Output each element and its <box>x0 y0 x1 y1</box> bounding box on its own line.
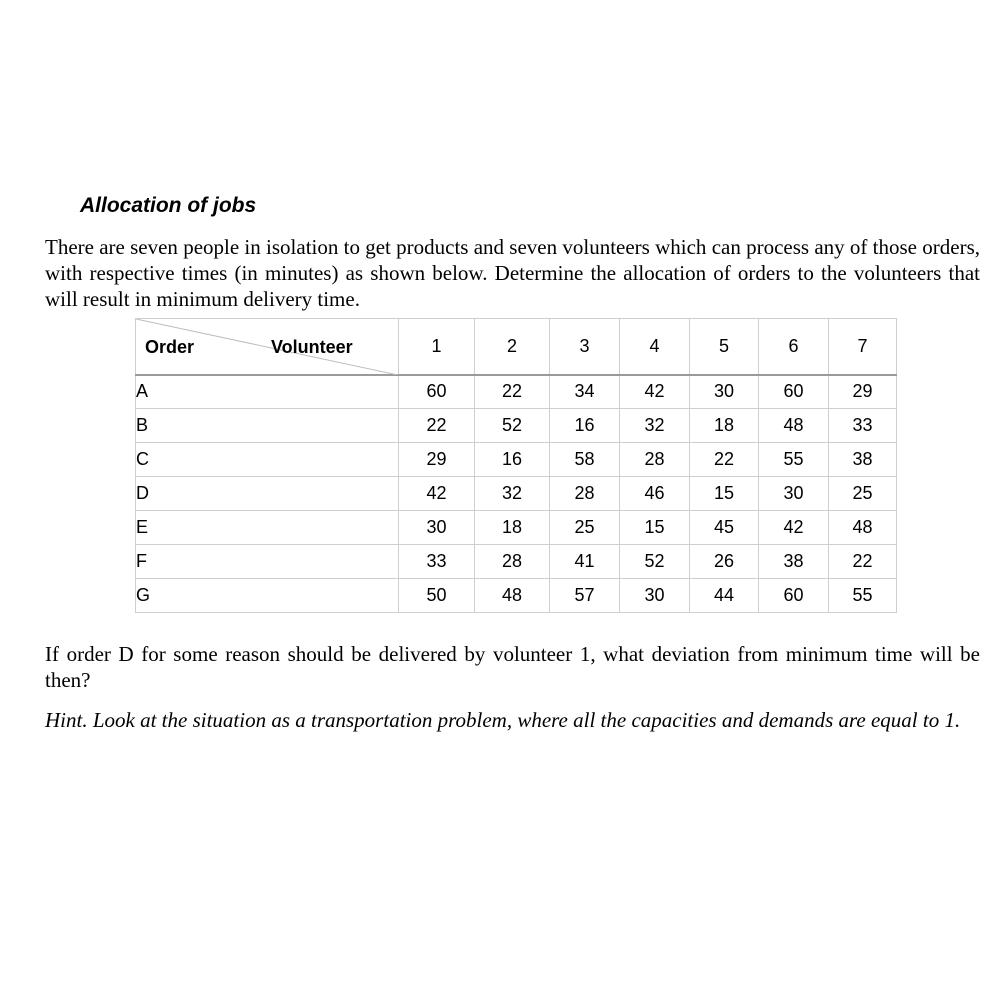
time-cell: 16 <box>475 443 550 477</box>
order-label: A <box>136 375 399 409</box>
time-cell: 18 <box>475 511 550 545</box>
order-label: G <box>136 579 399 613</box>
volunteer-header: 5 <box>690 319 759 375</box>
time-cell: 38 <box>759 545 829 579</box>
row-axis-label: Order <box>145 337 195 357</box>
table-row <box>136 511 897 545</box>
time-cell: 18 <box>690 409 759 443</box>
time-cell: 15 <box>620 511 690 545</box>
time-cell: 46 <box>620 477 690 511</box>
order-label: C <box>136 443 399 477</box>
time-cell: 32 <box>475 477 550 511</box>
time-cell: 48 <box>759 409 829 443</box>
table-row <box>136 545 897 579</box>
time-cell: 33 <box>829 409 897 443</box>
hint-text: Hint. Look at the situation as a transportation problem, where all the capacities and demands are equal to 1. <box>45 708 961 732</box>
time-cell: 22 <box>829 545 897 579</box>
time-cell: 42 <box>759 511 829 545</box>
time-cell: 33 <box>399 545 475 579</box>
time-cell: 30 <box>620 579 690 613</box>
problem-statement: There are seven people in isolation to get products and seven volunteers which can process any of those orders, with respective times (in minutes) as shown below. Determine the allocation of orders to the volunteers that will result in minimum delivery time. <box>45 235 980 311</box>
order-label: E <box>136 511 399 545</box>
order-label: D <box>136 477 399 511</box>
time-cell: 58 <box>550 443 620 477</box>
volunteer-header: 1 <box>399 319 475 375</box>
table-row <box>136 579 897 613</box>
time-cell: 22 <box>475 375 550 409</box>
time-cell: 30 <box>690 375 759 409</box>
time-cell: 28 <box>475 545 550 579</box>
time-cell: 55 <box>759 443 829 477</box>
time-cell: 42 <box>620 375 690 409</box>
time-cell: 52 <box>475 409 550 443</box>
time-cell: 15 <box>690 477 759 511</box>
corner-header-cell <box>136 319 399 375</box>
time-cell: 41 <box>550 545 620 579</box>
time-cell: 52 <box>620 545 690 579</box>
time-cell: 38 <box>829 443 897 477</box>
volunteer-header: 6 <box>759 319 829 375</box>
table-header-row <box>136 319 897 375</box>
volunteer-header: 2 <box>475 319 550 375</box>
time-cell: 25 <box>829 477 897 511</box>
volunteer-header: 7 <box>829 319 897 375</box>
time-cell: 45 <box>690 511 759 545</box>
time-cell: 50 <box>399 579 475 613</box>
table-row <box>136 443 897 477</box>
time-cell: 22 <box>690 443 759 477</box>
time-cell: 26 <box>690 545 759 579</box>
time-table <box>135 318 897 613</box>
time-cell: 55 <box>829 579 897 613</box>
time-cell: 57 <box>550 579 620 613</box>
time-cell: 16 <box>550 409 620 443</box>
time-cell: 60 <box>759 579 829 613</box>
table-row <box>136 477 897 511</box>
time-cell: 28 <box>550 477 620 511</box>
time-cell: 28 <box>620 443 690 477</box>
column-axis-label: Volunteer <box>271 337 353 357</box>
volunteer-header: 4 <box>620 319 690 375</box>
time-cell: 29 <box>829 375 897 409</box>
time-cell: 25 <box>550 511 620 545</box>
table-row <box>136 409 897 443</box>
order-label: B <box>136 409 399 443</box>
time-cell: 60 <box>759 375 829 409</box>
time-cell: 29 <box>399 443 475 477</box>
question-text: If order D for some reason should be delivered by volunteer 1, what deviation from minimum time will be then? <box>45 642 980 692</box>
time-cell: 48 <box>829 511 897 545</box>
time-cell: 34 <box>550 375 620 409</box>
order-label: F <box>136 545 399 579</box>
time-cell: 30 <box>399 511 475 545</box>
section-heading: Allocation of jobs <box>80 194 257 217</box>
table-body <box>136 375 897 613</box>
time-cell: 32 <box>620 409 690 443</box>
table-row <box>136 375 897 409</box>
time-cell: 44 <box>690 579 759 613</box>
time-cell: 42 <box>399 477 475 511</box>
time-cell: 30 <box>759 477 829 511</box>
time-cell: 60 <box>399 375 475 409</box>
time-cell: 22 <box>399 409 475 443</box>
volunteer-header: 3 <box>550 319 620 375</box>
time-cell: 48 <box>475 579 550 613</box>
